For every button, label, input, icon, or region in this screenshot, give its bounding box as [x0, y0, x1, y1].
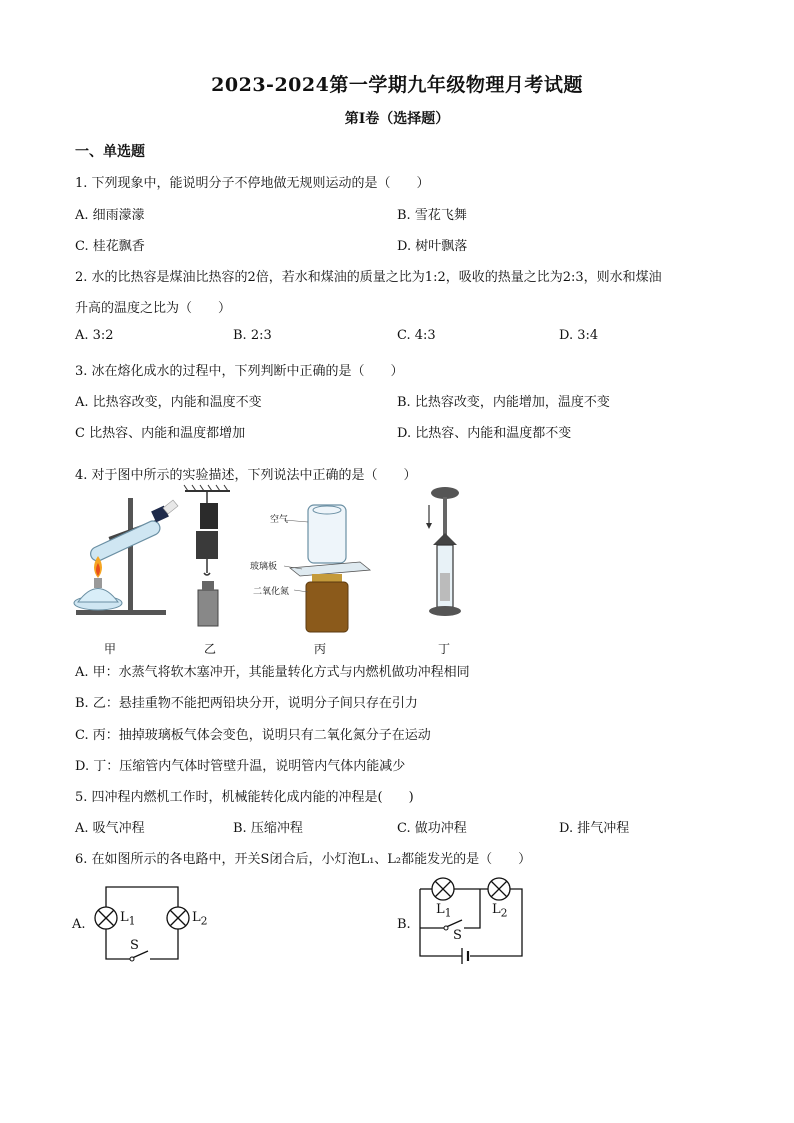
circuit-b-l2-label: $L_2$ — [492, 902, 508, 920]
circuit-b-label: B. — [397, 917, 411, 932]
question-5-option-a: A. 吸气冲程 — [75, 821, 145, 836]
question-5-option-b: B. 压缩冲程 — [233, 821, 303, 836]
question-3-option-c: C 比热容、内能和温度都增加 — [75, 426, 246, 441]
question-3-option-b: B. 比热容改变，内能增加，温度不变 — [397, 395, 610, 410]
circuit-b-diagram — [418, 876, 538, 971]
circuit-b-switch-label: S — [453, 928, 462, 943]
question-3-option-d: D. 比热容、内能和温度都不变 — [397, 426, 572, 441]
page-title: 2023-2024第一学期九年级物理月考试题 — [211, 74, 583, 96]
figure-label-bing: 丙 — [314, 642, 327, 656]
circuit-a-l1-label: $L_1$ — [120, 910, 136, 928]
question-1-option-b: B. 雪花飞舞 — [397, 208, 467, 223]
question-2-option-b: B. 2:3 — [233, 328, 272, 343]
circuit-b-l1-label: $L_1$ — [436, 902, 452, 920]
question-4-option-c: C. 丙：抽掉玻璃板气体会变色，说明只有二氧化氮分子在运动 — [75, 728, 431, 743]
question-4-option-b: B. 乙：悬挂重物不能把两铅块分开，说明分子间只存在引力 — [75, 696, 418, 711]
figure-ding-experiment — [415, 485, 475, 620]
question-1-option-c: C. 桂花飘香 — [75, 239, 145, 254]
label-no2: 二氧化氮 — [253, 587, 290, 597]
question-4-stem: 4. 对于图中所示的实验描述，下列说法中正确的是（ ） — [75, 468, 417, 483]
question-2-stem-line2: 升高的温度之比为（ ） — [75, 301, 232, 316]
question-2-option-a: A. 3:2 — [75, 328, 114, 343]
figure-jia-experiment — [68, 490, 188, 630]
question-4-option-a: A. 甲：水蒸气将软木塞冲开，其能量转化方式与内燃机做功冲程相同 — [75, 665, 470, 680]
circuit-a-label: A. — [72, 917, 86, 932]
question-2-option-d: D. 3:4 — [559, 328, 599, 343]
question-3-option-a: A. 比热容改变，内能和温度不变 — [75, 395, 262, 410]
question-1-option-d: D. 树叶飘落 — [397, 239, 468, 254]
question-1-option-a: A. 细雨濛濛 — [75, 208, 145, 223]
circuit-a-l2-label: $L_2$ — [192, 910, 208, 928]
label-glass-plate: 玻璃板 — [250, 562, 278, 572]
circuit-a-switch-label: S — [130, 938, 139, 953]
question-1-stem: 1. 下列现象中，能说明分子不停地做无规则运动的是（ ） — [75, 176, 430, 191]
figure-label-ding: 丁 — [438, 642, 451, 656]
circuit-a-diagram — [90, 885, 200, 965]
question-2-option-c: C. 4:3 — [397, 328, 436, 343]
question-5-option-c: C. 做功冲程 — [397, 821, 467, 836]
page-subtitle: 第Ⅰ卷（选择题） — [344, 111, 450, 127]
question-5-option-d: D. 排气冲程 — [559, 821, 630, 836]
question-5-stem: 5. 四冲程内燃机工作时，机械能转化成内能的冲程是( ) — [75, 790, 414, 805]
figure-label-yi: 乙 — [204, 642, 217, 656]
question-4-option-d: D. 丁：压缩管内气体时管壁升温，说明管内气体内能减少 — [75, 759, 406, 774]
label-air: 空气 — [270, 515, 289, 525]
section-heading: 一、单选题 — [75, 144, 145, 160]
figure-label-jia: 甲 — [104, 642, 117, 656]
figure-yi-experiment — [180, 485, 235, 635]
question-6-stem: 6. 在如图所示的各电路中，开关S闭合后，小灯泡L₁、L₂都能发光的是（ ） — [75, 852, 532, 867]
question-3-stem: 3. 冰在熔化成水的过程中，下列判断中正确的是（ ） — [75, 364, 404, 379]
question-2-stem-line1: 2. 水的比热容是煤油比热容的2倍，若水和煤油的质量之比为1:2，吸收的热量之比为2:3，则水和煤油 — [75, 270, 662, 285]
